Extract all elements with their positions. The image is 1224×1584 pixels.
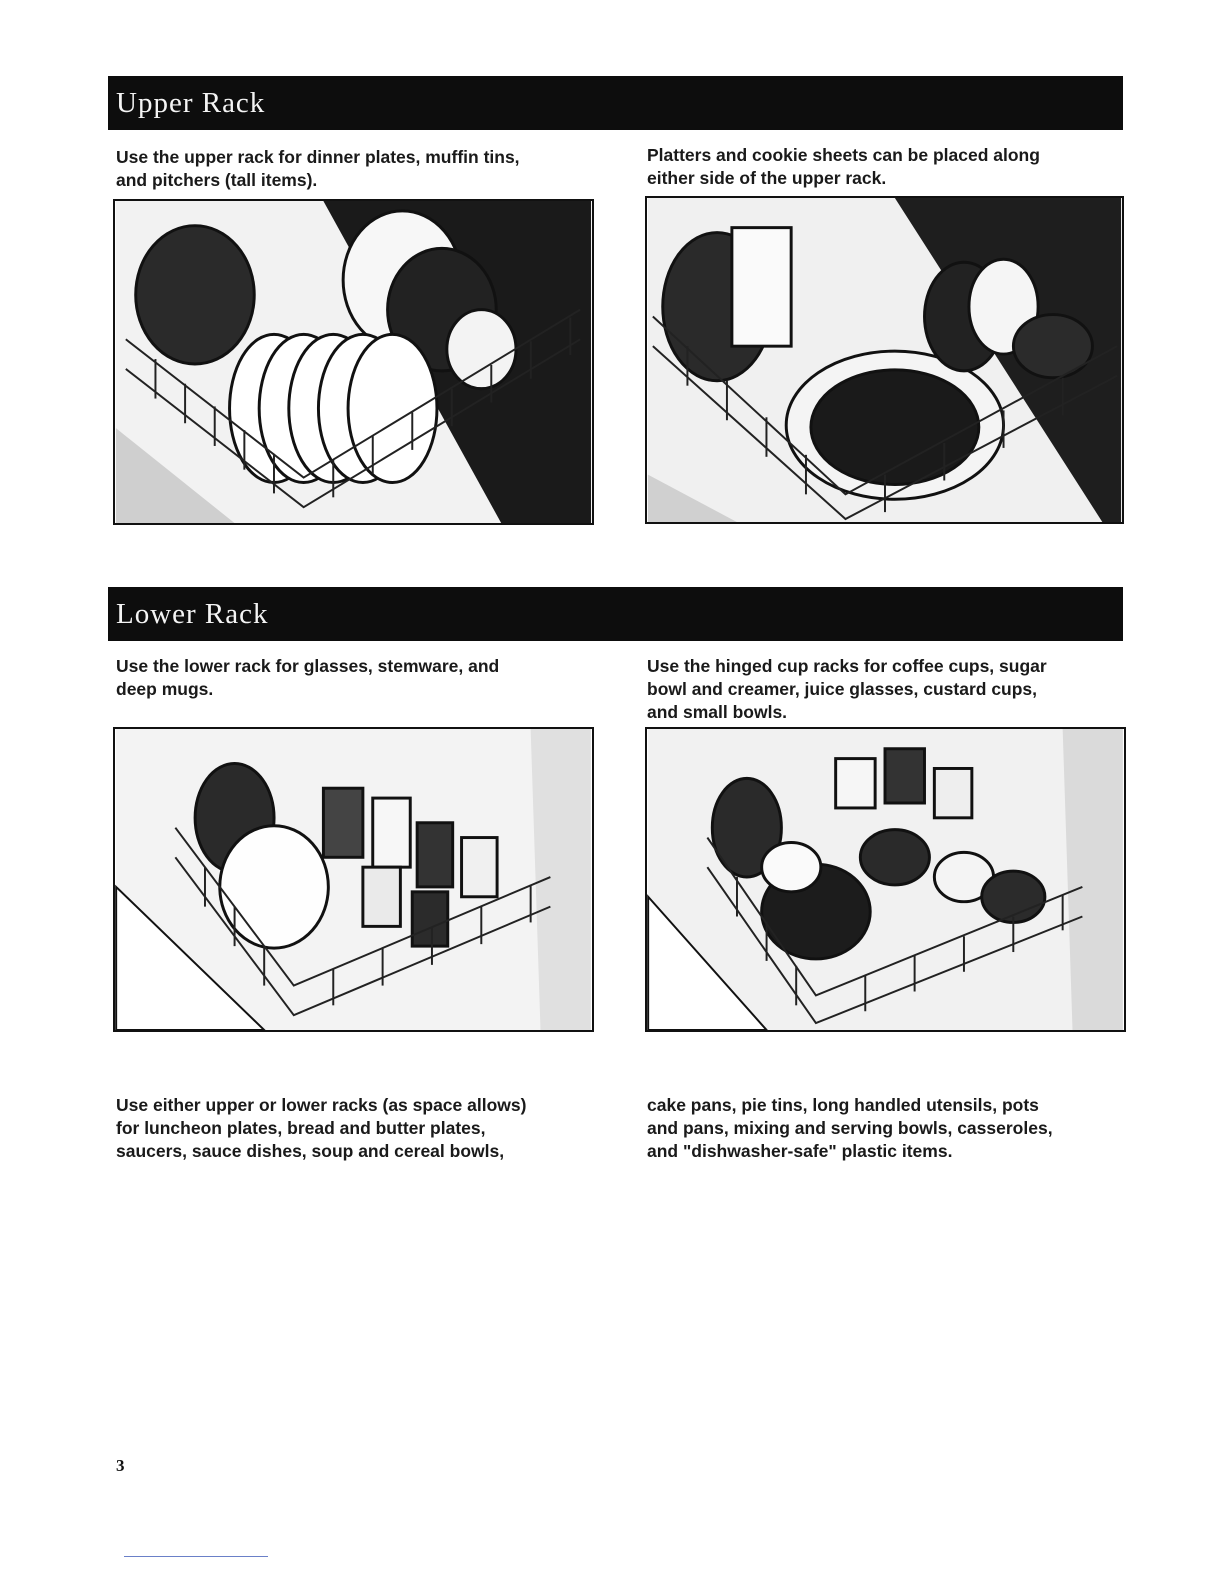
footer-rule <box>124 1556 268 1557</box>
either-rack-right-text: cake pans, pie tins, long handled utensils, pots and pans, mixing and serving bowls, casseroles, and "dishwasher-safe" plastic items. <box>647 1095 1053 1161</box>
lower-rack-cups-photo <box>645 727 1126 1032</box>
lower-rack-glasses-photo <box>113 727 594 1032</box>
upper-rack-right-text: Platters and cookie sheets can be placed along either side of the upper rack. <box>647 145 1040 188</box>
lower-rack-right-text: Use the hinged cup racks for coffee cups, sugar bowl and creamer, juice glasses, custard cups, and small bowls. <box>647 656 1047 722</box>
upper-rack-left-text: Use the upper rack for dinner plates, muffin tins, and pitchers (tall items). <box>116 147 520 190</box>
upper-rack-plates-photo <box>113 199 594 525</box>
upper-rack-platters-photo <box>645 196 1124 524</box>
page-number: 3 <box>116 1456 125 1475</box>
upper-rack-heading: Upper Rack <box>108 76 1123 130</box>
lower-rack-left-text: Use the lower rack for glasses, stemware, and deep mugs. <box>116 656 500 699</box>
either-rack-left-text: Use either upper or lower racks (as space allows) for luncheon plates, bread and butter plates, saucers, sauce dishes, soup and cereal bowls, <box>116 1095 527 1161</box>
lower-rack-heading: Lower Rack <box>108 587 1123 641</box>
